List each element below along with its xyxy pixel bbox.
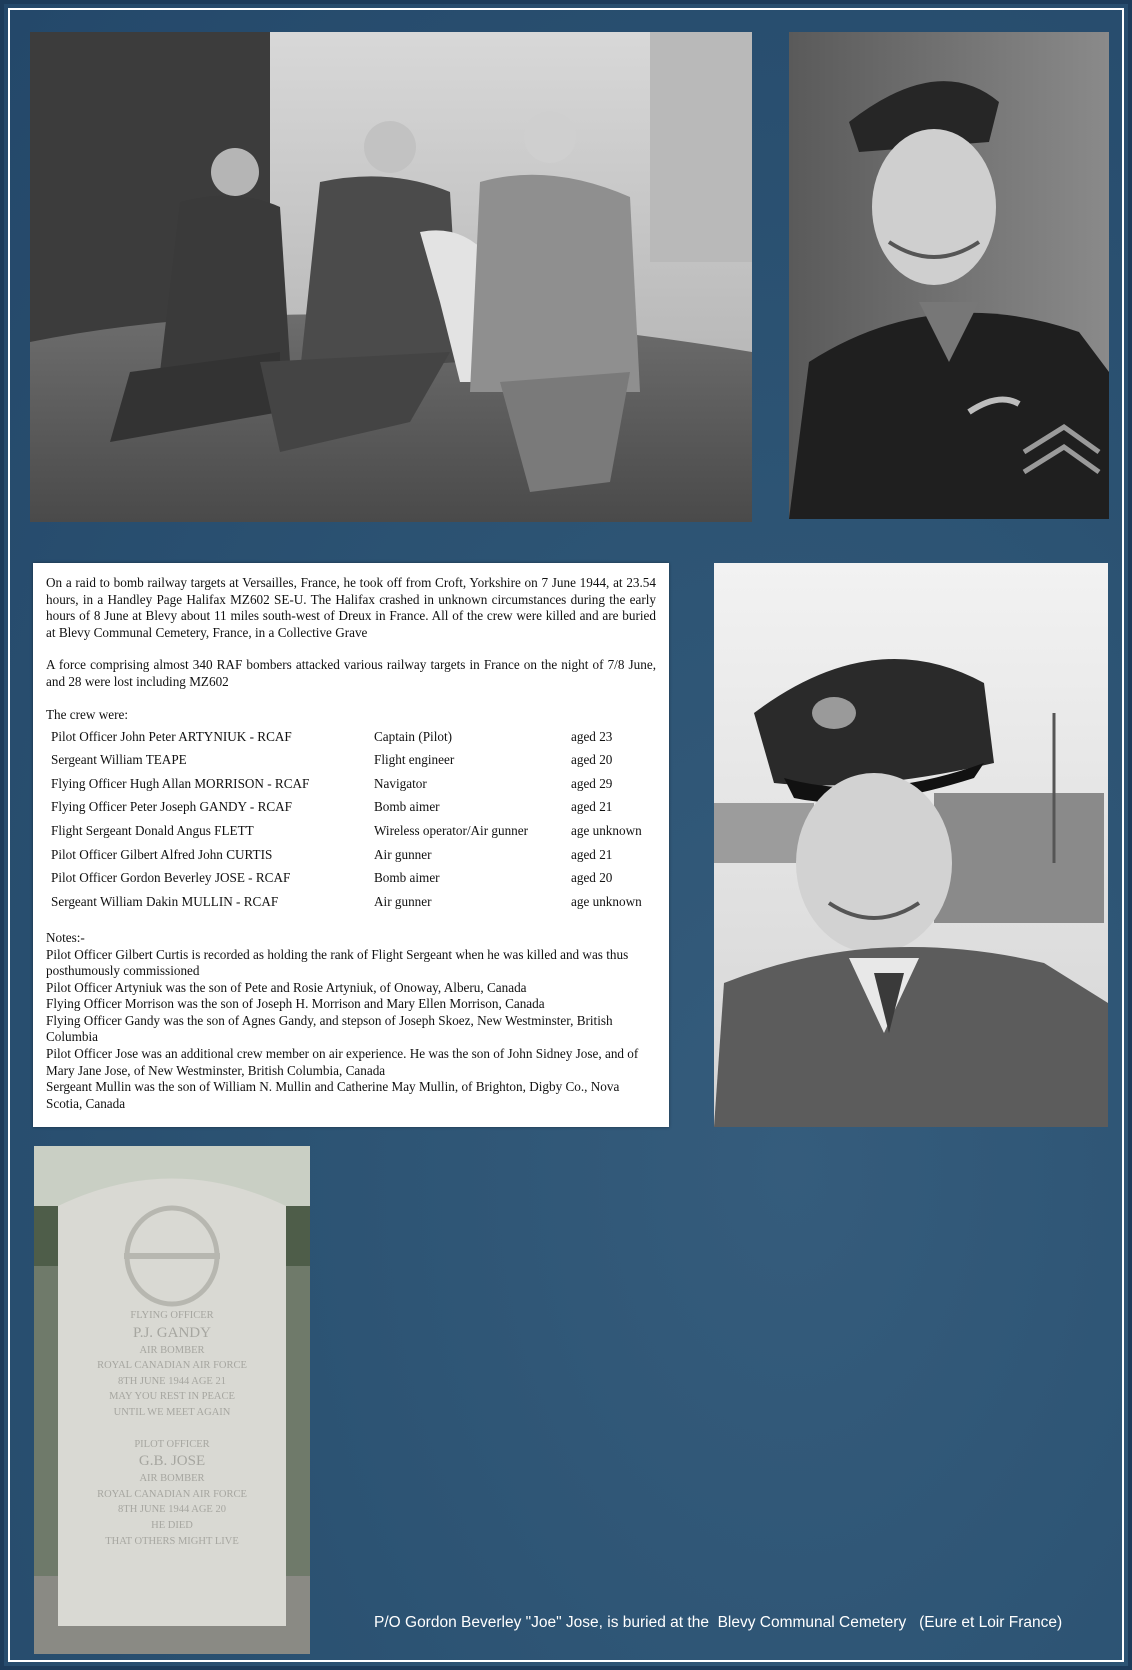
crew-role: Captain (Pilot): [374, 728, 453, 744]
crew-name: Flying Officer Peter Joseph GANDY - RCAF: [51, 799, 293, 815]
table-row: [46, 796, 656, 820]
inscription-line: G.B. JOSE: [138, 1453, 206, 1470]
notes-section: [46, 930, 656, 1113]
headstone-inscription: [58, 1308, 286, 1549]
portrait-peaked-cap-photo: [714, 563, 1108, 1127]
table-row: [46, 890, 656, 914]
table-row: [46, 772, 656, 796]
inscription-line: MAY YOU REST IN PEACE: [109, 1391, 235, 1403]
crew-table: [46, 725, 656, 914]
table-row: [46, 843, 656, 867]
crew-role: Flight engineer: [374, 752, 455, 768]
inscription-line: FLYING OFFICER: [130, 1310, 214, 1321]
crew-role: Air gunner: [374, 846, 432, 862]
table-row: [46, 749, 656, 773]
crew-role: Navigator: [374, 775, 427, 791]
inscription-line: AIR BOMBER: [139, 1344, 205, 1356]
table-row: [46, 867, 656, 891]
crew-role: Bomb aimer: [374, 870, 440, 886]
narrative-paragraph-1: On a raid to bomb railway targets at Versailles, France, he took off from Croft, Yorkshire on 7 June 1944, at 23.54 hours, in a Handley Page Halifax MZ602 SE-U. The Halifax crashed in unknown circumstances during the early hours of 8 June at Blevy about 11 miles south-west of Dreux in France. All of the crew were killed and are buried at Blevy Communal Cemetery, France, in a Collective Grave: [46, 575, 656, 640]
inscription-line: 8TH JUNE 1944 AGE 21: [118, 1375, 226, 1387]
crew-heading: The crew were:: [46, 706, 129, 722]
crew-age: aged 20: [571, 870, 613, 886]
inscription-line: 8TH JUNE 1944 AGE 20: [118, 1504, 226, 1516]
note-line: Pilot Officer Gilbert Curtis is recorded as holding the rank of Flight Sergeant when he was killed and was thus posthumously commissioned: [46, 946, 629, 979]
inscription-line: UNTIL WE MEET AGAIN: [113, 1406, 231, 1418]
crew-name: Pilot Officer John Peter ARTYNIUK - RCAF: [51, 728, 292, 744]
portrait-forage-cap-photo: [789, 32, 1109, 519]
crew-role: Air gunner: [374, 893, 432, 909]
note-line: Sergeant Mullin was the son of William N. Mullin and Catherine May Mullin, of Brighton, Digby Co., Nova Scotia, Canada: [46, 1079, 620, 1111]
group-photo: [30, 32, 752, 522]
crew-age: aged 21: [571, 846, 613, 862]
notes-heading: Notes:-: [46, 929, 85, 945]
crew-age: age unknown: [571, 893, 642, 909]
crew-role: Wireless operator/Air gunner: [374, 823, 528, 839]
table-row: [46, 820, 656, 844]
inscription-line: ROYAL CANADIAN AIR FORCE: [97, 1360, 247, 1372]
note-line: Pilot Officer Jose was an additional crew member on air experience. He was the son of John Sidney Jose, and of Mary Jane Jose, of New Westminster, British Columbia, Canada: [46, 1046, 639, 1078]
note-line: Pilot Officer Artyniuk was the son of Pete and Rosie Artyniuk, of Onoway, Alberu, Canada: [46, 979, 527, 995]
narrative-paragraph-2: A force comprising almost 340 RAF bombers attacked various railway targets in France on the night of 7/8 June, and 28 were lost including MZ602: [46, 657, 656, 689]
crew-age: aged 23: [571, 728, 613, 744]
note-line: Flying Officer Gandy was the son of Agnes Gandy, and stepson of Joseph Skoez, New Westminster, British Columbia: [46, 1012, 613, 1045]
crew-age: aged 29: [571, 775, 613, 791]
headstone-photo: [34, 1146, 310, 1654]
burial-caption: P/O Gordon Beverley "Joe" Jose, is buried at the Blevy Communal Cemetery (Eure et Loir France): [374, 1614, 1063, 1631]
crew-information-panel: [33, 563, 669, 1127]
inscription-line: PILOT OFFICER: [134, 1438, 210, 1450]
crew-age: aged 20: [571, 752, 613, 768]
table-row: [46, 725, 656, 749]
crew-name: Pilot Officer Gordon Beverley JOSE - RCAF: [51, 870, 291, 886]
crew-name: Flying Officer Hugh Allan MORRISON - RCAF: [51, 775, 310, 791]
crew-age: aged 21: [571, 799, 613, 815]
crew-name: Sergeant William TEAPE: [51, 752, 187, 768]
inscription-line: THAT OTHERS MIGHT LIVE: [105, 1535, 239, 1547]
crew-role: Bomb aimer: [374, 799, 440, 815]
note-line: Flying Officer Morrison was the son of Joseph H. Morrison and Mary Ellen Morrison, Canada: [46, 996, 545, 1012]
inscription-line: P.J. GANDY: [133, 1324, 211, 1341]
inscription-line: AIR BOMBER: [139, 1473, 205, 1485]
crew-name: Sergeant William Dakin MULLIN - RCAF: [51, 893, 279, 909]
crew-age: age unknown: [571, 823, 642, 839]
inscription-line: ROYAL CANADIAN AIR FORCE: [97, 1488, 247, 1500]
crew-name: Flight Sergeant Donald Angus FLETT: [51, 823, 254, 839]
inscription-line: HE DIED: [151, 1519, 193, 1531]
crew-name: Pilot Officer Gilbert Alfred John CURTIS: [51, 846, 273, 862]
